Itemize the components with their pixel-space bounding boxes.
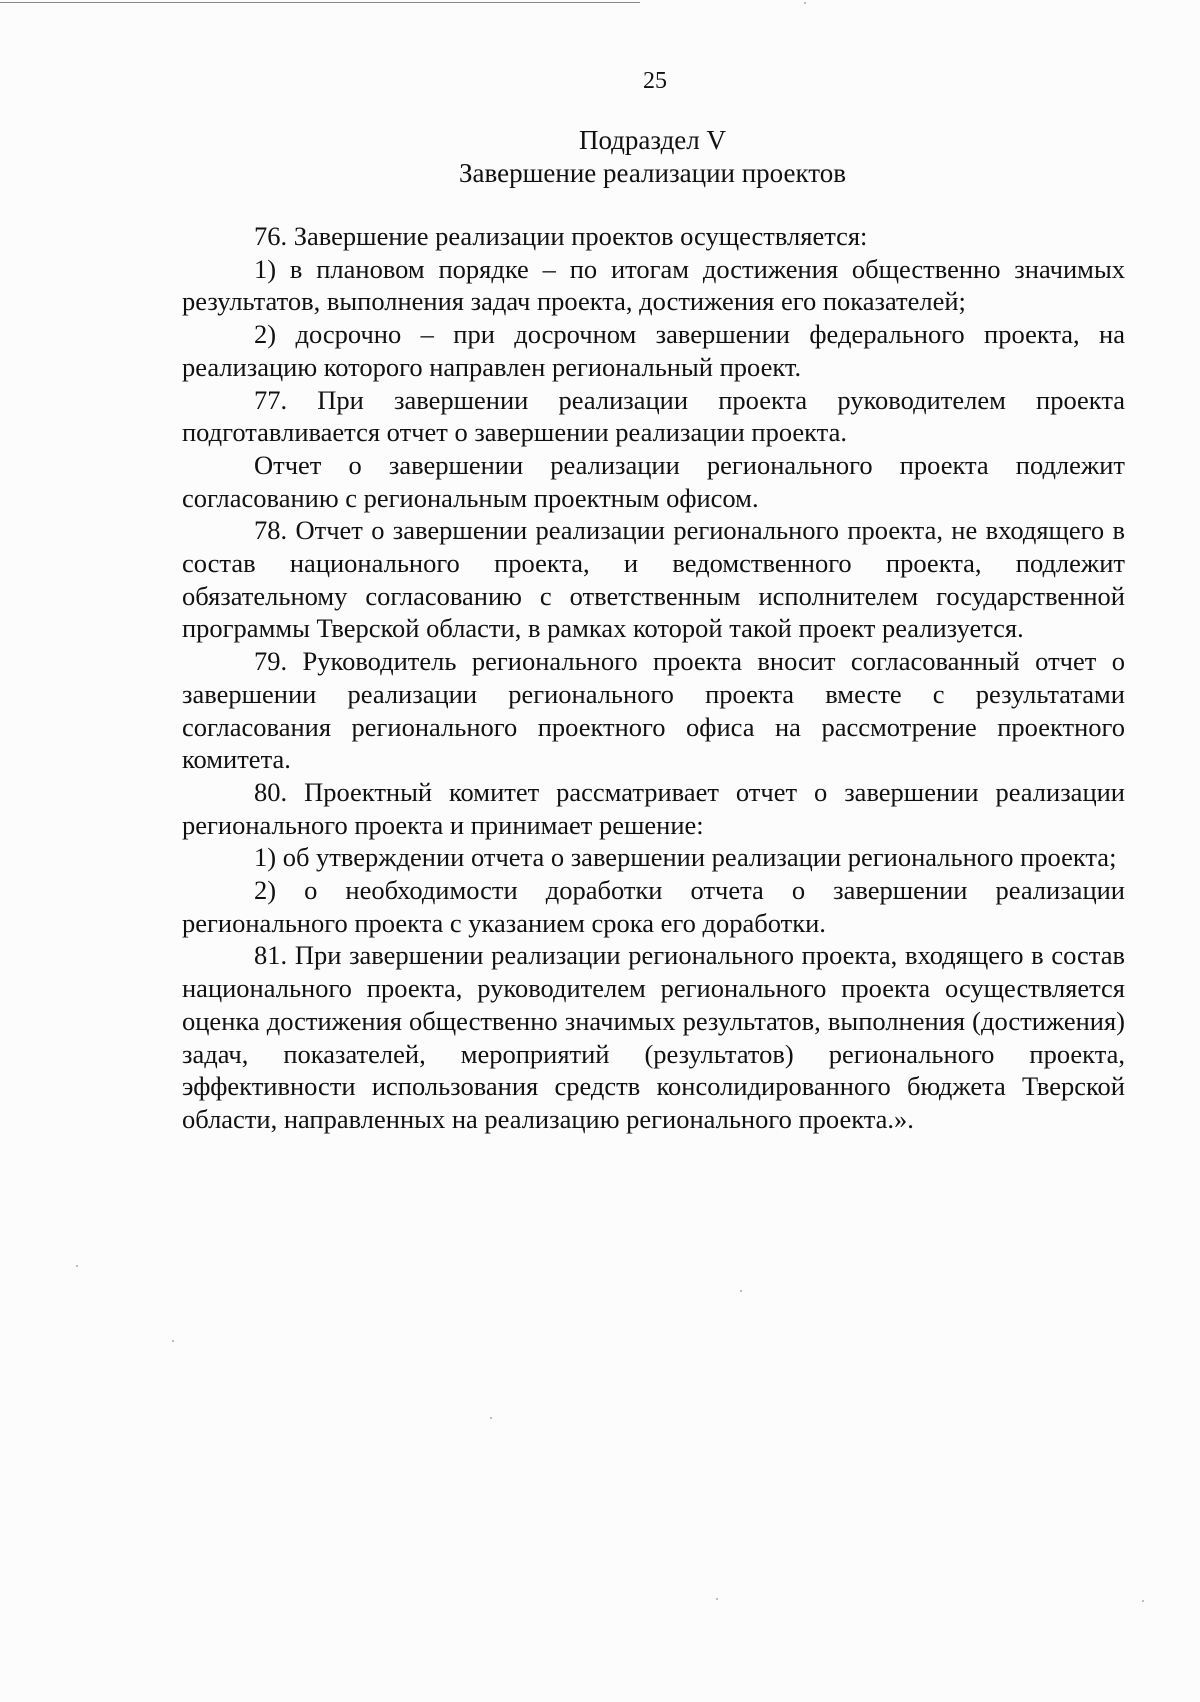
section-label: Подраздел V — [578, 125, 727, 155]
paragraph-78: 78. Отчет о завершении реализации регионального проекта, не входящего в состав национального проекта, и ведомственного проекта, подлежит обязательному согласованию с ответственным исполнителем государственной программы Тверской области, в рамках которой такой проект реализуется. — [182, 515, 1125, 644]
body-text — [182, 220, 1125, 1136]
paragraph-81: 81. При завершении реализации регионального проекта, входящего в состав национального проекта, руководителем регионального проекта осуществляется оценка достижения общественно значимых результатов, выполнения (достижения) задач, показателей, мероприятий (результатов) регионального проекта, эффективности использования средств консолидированного бюджета Тверской области, направленных на реализацию регионального проекта.». — [182, 940, 1125, 1134]
scan-speck — [1142, 1600, 1144, 1602]
paragraph-76-item-2: 2) досрочно – при досрочном завершении федерального проекта, на реализацию которого направлен региональный проект. — [182, 319, 1125, 382]
paragraph-77-continuation: Отчет о завершении реализации регионального проекта подлежит согласованию с региональным проектным офисом. — [182, 449, 1125, 513]
paragraph-79: 79. Руководитель регионального проекта вносит согласованный отчет о завершении реализации регионального проекта вместе с результатами согласования регионального проектного офиса на рассмотрение проектного комитета. — [182, 646, 1125, 775]
scan-speck — [172, 1340, 174, 1342]
scan-top-edge-line — [0, 2, 640, 3]
paragraph-76-item-1: 1) в плановом порядке – по итогам достижения общественно значимых результатов, выполнения задач проекта, достижения его показателей; — [182, 253, 1125, 317]
scan-speck — [76, 1265, 78, 1267]
scan-speck — [740, 1290, 742, 1292]
scan-speck — [804, 2, 806, 4]
scan-speck — [490, 1417, 492, 1419]
paragraph-80-item-1: 1) об утверждении отчета о завершении реализации регионального проекта; — [254, 842, 1117, 873]
paragraph-80-item-2: 2) о необходимости доработки отчета о завершении реализации регионального проекта с указанием срока его доработки. — [182, 875, 1125, 938]
scan-speck — [716, 1598, 718, 1600]
paragraph-76: 76. Завершение реализации проектов осуществляется: — [254, 221, 868, 251]
paragraph-77: 77. При завершении реализации проекта руководителем проекта подготавливается отчет о завершении реализации проекта. — [182, 384, 1125, 448]
paragraph-80: 80. Проектный комитет рассматривает отчет о завершении реализации регионального проекта и принимает решение: — [182, 776, 1125, 840]
section-title: Завершение реализации проектов — [459, 158, 846, 188]
page-number: 25 — [643, 68, 667, 94]
